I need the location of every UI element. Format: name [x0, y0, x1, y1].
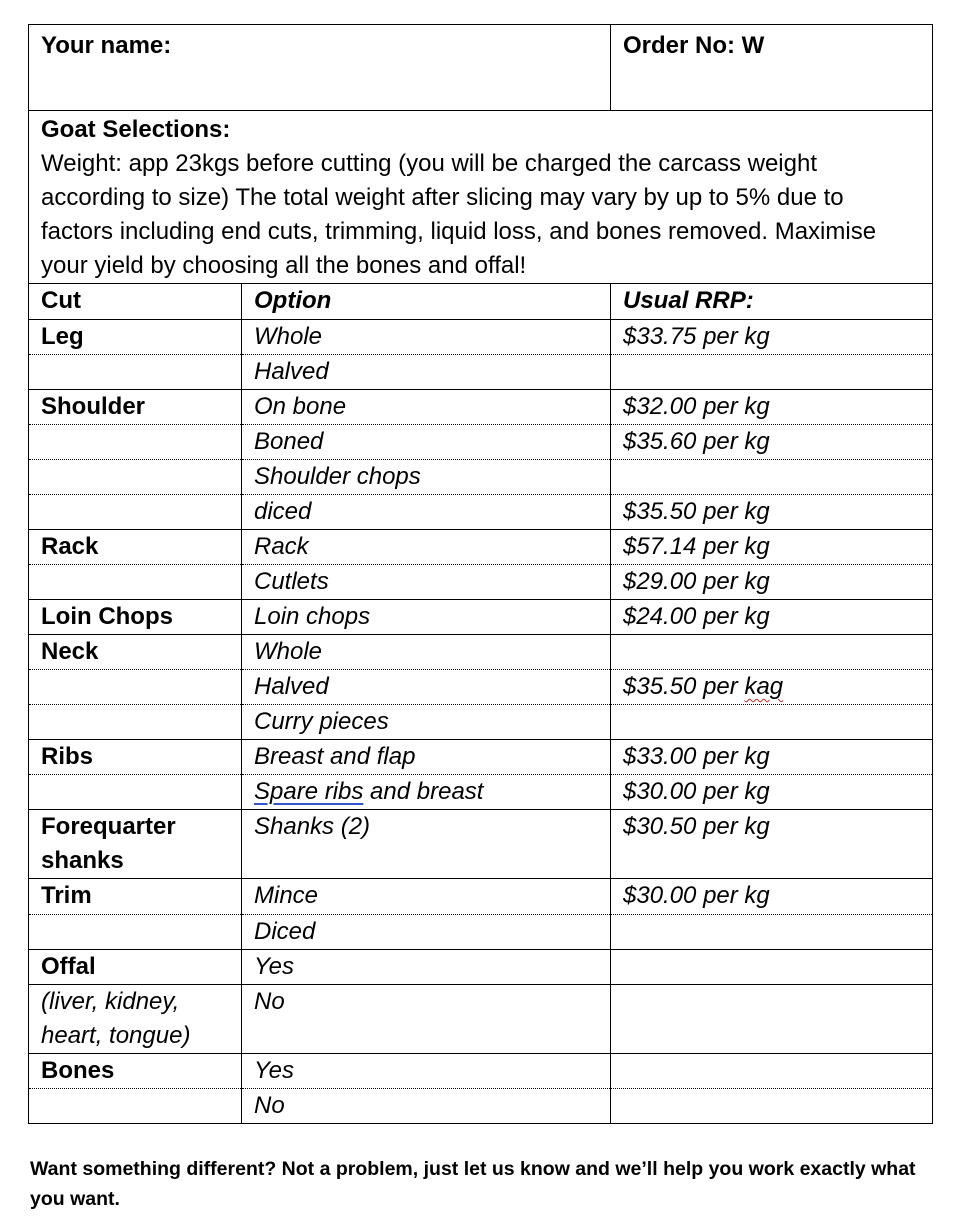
cut-cell: Trim — [29, 879, 242, 915]
price-cell — [611, 705, 933, 740]
cut-cell — [29, 670, 242, 705]
column-header-cut: Cut — [29, 284, 242, 320]
table-row — [29, 530, 933, 565]
info-cell — [29, 111, 933, 284]
price-cell: $33.75 per kg — [611, 320, 933, 355]
cut-cell — [29, 705, 242, 740]
cut-cell — [29, 425, 242, 460]
column-header-option: Option — [242, 284, 611, 320]
cut-cell: Loin Chops — [29, 600, 242, 635]
column-header-price: Usual RRP: — [611, 284, 933, 320]
price-text: $35.50 per — [623, 673, 745, 700]
price-cell — [611, 915, 933, 950]
table-row — [29, 950, 933, 985]
option-cell[interactable]: Shoulder chops — [242, 460, 611, 495]
cut-note-cell — [29, 985, 242, 1054]
option-cell[interactable]: On bone — [242, 390, 611, 425]
option-cell[interactable]: Breast and flap — [242, 740, 611, 775]
cut-cell — [29, 355, 242, 390]
price-cell: $33.00 per kg — [611, 740, 933, 775]
cut-note-line: heart, tongue) — [41, 1022, 191, 1049]
cut-cell — [29, 1089, 242, 1124]
price-cell — [611, 460, 933, 495]
cut-line: shanks — [41, 847, 124, 874]
footer-note: Want something different? Not a problem, just let us know and we’ll help you work exactly what you want. — [30, 1158, 916, 1210]
cut-cell: Rack — [29, 530, 242, 565]
price-cell — [611, 1054, 933, 1089]
cut-cell: Leg — [29, 320, 242, 355]
table-row — [29, 985, 933, 1054]
table-row — [29, 1054, 933, 1089]
table-row — [29, 635, 933, 670]
price-cell — [611, 1089, 933, 1124]
order-form-table — [28, 24, 933, 1124]
flagged-option-text: Spare ribs — [254, 778, 364, 805]
price-cell: $30.00 per kg — [611, 775, 933, 810]
table-row — [29, 740, 933, 775]
cut-cell — [29, 565, 242, 600]
price-cell — [611, 355, 933, 390]
table-row — [29, 495, 933, 530]
table-row — [29, 705, 933, 740]
cut-cell — [29, 495, 242, 530]
option-cell[interactable]: No — [242, 985, 611, 1054]
misspelled-unit: kag — [744, 673, 784, 700]
info-row — [29, 111, 933, 284]
cut-cell — [29, 915, 242, 950]
name-field[interactable] — [29, 25, 611, 111]
option-cell[interactable]: diced — [242, 495, 611, 530]
table-row — [29, 460, 933, 495]
price-cell — [611, 670, 933, 705]
cut-cell — [29, 460, 242, 495]
table-row — [29, 565, 933, 600]
price-cell: $35.60 per kg — [611, 425, 933, 460]
cut-note-line: (liver, kidney, — [41, 988, 180, 1015]
option-cell[interactable]: Halved — [242, 355, 611, 390]
option-cell[interactable]: Loin chops — [242, 600, 611, 635]
table-row — [29, 1089, 933, 1124]
option-cell[interactable]: Mince — [242, 879, 611, 915]
price-cell: $29.00 per kg — [611, 565, 933, 600]
table-row — [29, 600, 933, 635]
price-cell: $30.50 per kg — [611, 810, 933, 879]
cut-cell: Offal — [29, 950, 242, 985]
header-row — [29, 25, 933, 111]
name-label: Your name: — [41, 32, 172, 59]
price-cell: $24.00 per kg — [611, 600, 933, 635]
table-row — [29, 320, 933, 355]
cut-cell: Neck — [29, 635, 242, 670]
option-cell[interactable]: Yes — [242, 1054, 611, 1089]
info-title: Goat Selections: — [41, 116, 231, 143]
cut-cell: Bones — [29, 1054, 242, 1089]
option-cell[interactable]: Rack — [242, 530, 611, 565]
option-cell[interactable]: Whole — [242, 635, 611, 670]
cut-cell — [29, 810, 242, 879]
table-row — [29, 390, 933, 425]
option-cell[interactable]: Whole — [242, 320, 611, 355]
cut-line: Forequarter — [41, 813, 176, 840]
option-cell[interactable]: Cutlets — [242, 565, 611, 600]
option-cell[interactable]: Boned — [242, 425, 611, 460]
order-label: Order No: W — [623, 32, 765, 59]
price-cell — [611, 985, 933, 1054]
option-cell[interactable]: Curry pieces — [242, 705, 611, 740]
table-row — [29, 670, 933, 705]
option-cell[interactable]: No — [242, 1089, 611, 1124]
table-row — [29, 915, 933, 950]
option-cell[interactable] — [242, 775, 611, 810]
cut-cell: Ribs — [29, 740, 242, 775]
price-cell: $35.50 per kg — [611, 495, 933, 530]
info-body: Weight: app 23kgs before cutting (you will be charged the carcass weight according to size) The total weight after slicing may vary by up to 5% due to factors including end cuts, trimming, liquid loss, and bones removed. Maximise your yield by choosing all the bones and offal! — [41, 150, 877, 279]
table-row — [29, 355, 933, 390]
option-cell[interactable]: Halved — [242, 670, 611, 705]
table-row — [29, 879, 933, 915]
option-cell[interactable]: Diced — [242, 915, 611, 950]
option-text: and breast — [363, 778, 484, 805]
price-cell: $57.14 per kg — [611, 530, 933, 565]
option-cell[interactable]: Yes — [242, 950, 611, 985]
table-row — [29, 425, 933, 460]
order-number-field[interactable] — [611, 25, 933, 111]
column-header-row — [29, 284, 933, 320]
table-row — [29, 775, 933, 810]
price-cell: $30.00 per kg — [611, 879, 933, 915]
cut-cell: Shoulder — [29, 390, 242, 425]
option-cell[interactable]: Shanks (2) — [242, 810, 611, 879]
cut-cell — [29, 775, 242, 810]
price-cell — [611, 635, 933, 670]
price-cell: $32.00 per kg — [611, 390, 933, 425]
price-cell — [611, 950, 933, 985]
table-row — [29, 810, 933, 879]
